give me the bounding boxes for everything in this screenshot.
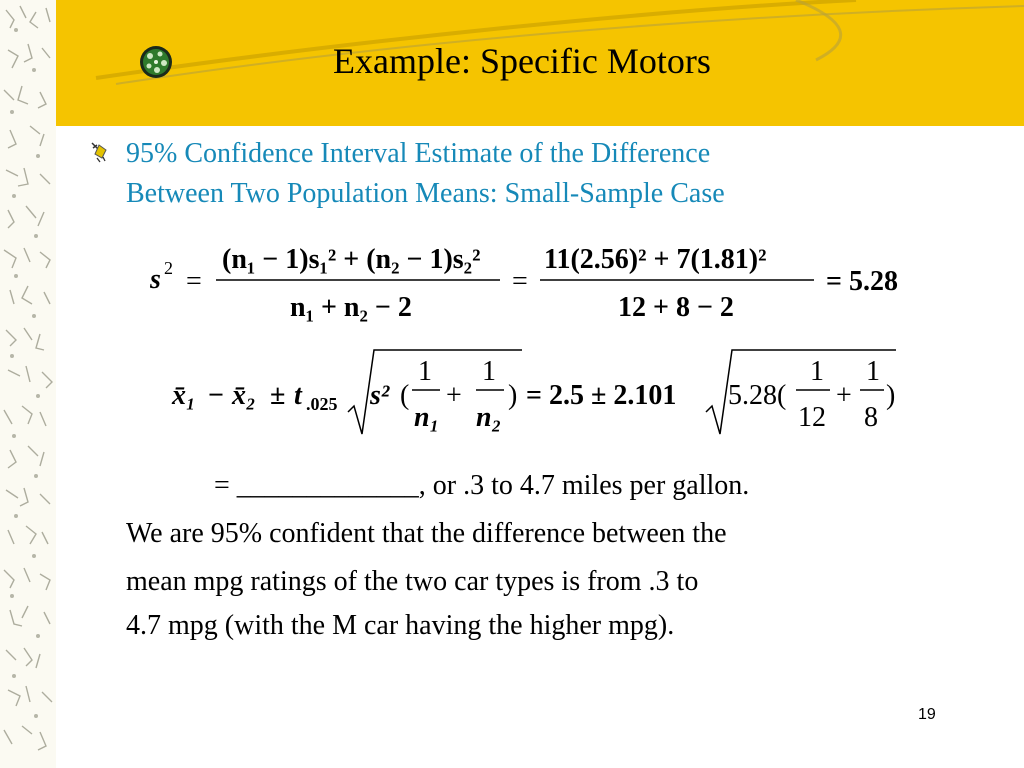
f1-result: = 5.28 xyxy=(826,266,898,297)
conclusion-line-2: mean mpg ratings of the two car types is from .3 to xyxy=(126,566,699,597)
slide-title: Example: Specific Motors xyxy=(333,41,711,81)
f2-s2: s² xyxy=(370,380,390,411)
decorative-pattern xyxy=(0,0,56,768)
f2-num-a: 1 xyxy=(418,356,432,387)
f2-plus-a: + xyxy=(446,380,462,411)
f1-lhs-base: s xyxy=(150,264,161,295)
pooled-variance-formula xyxy=(150,244,898,323)
conclusion-line-3: 4.7 mpg (with the M car having the higher mpg). xyxy=(126,610,675,641)
f1-eq: = xyxy=(186,266,202,297)
f2-pm: ± xyxy=(270,380,286,411)
f2-t-sub: .025 xyxy=(306,394,338,414)
page-number: 19 xyxy=(918,706,936,723)
f1-denominator: n₁ + n₂ − 2 xyxy=(290,292,412,323)
decorative-left-strip xyxy=(0,0,56,768)
f2-n1: n₁ xyxy=(414,402,440,433)
f2-paren-open: ( xyxy=(400,380,410,411)
f1-numerator: (n₁ − 1)s₁² + (n₂ − 1)s₂² xyxy=(222,244,481,275)
f2-num-b: 1 xyxy=(482,356,496,387)
f2-xbar1: x̄₁ xyxy=(172,380,196,411)
f2-d12: 12 xyxy=(798,402,826,433)
f2-t: t xyxy=(294,380,302,411)
f2-num-c: 1 xyxy=(810,356,824,387)
bullet-heading xyxy=(126,134,725,214)
confidence-interval-formula xyxy=(171,350,896,434)
f2-minus: − xyxy=(208,380,224,411)
result-line: = _____________, or .3 to 4.7 miles per gallon. xyxy=(214,470,750,501)
diamond-bullet-icon xyxy=(89,139,111,163)
f2-n2: n₂ xyxy=(476,402,502,433)
f2-paren-close: ) xyxy=(508,380,518,411)
f1-eq2: = xyxy=(512,266,528,297)
f2-num-d: 1 xyxy=(866,356,880,387)
green-globe-icon xyxy=(138,44,174,80)
heading-line-1: 95% Confidence Interval Estimate of the Difference xyxy=(126,138,711,169)
f2-rhs: = 2.5 ± 2.101 xyxy=(526,380,677,411)
f2-val: 5.28( xyxy=(728,380,787,411)
heading-line-2: Between Two Population Means: Small-Sample Case xyxy=(126,178,725,209)
f2-xbar2: x̄₂ xyxy=(232,380,256,411)
conclusion-line-1: We are 95% confident that the difference between the xyxy=(126,518,727,549)
f1-num2: 11(2.56)² + 7(1.81)² xyxy=(544,244,767,275)
formula-block xyxy=(150,228,930,444)
f1-den2: 12 + 8 − 2 xyxy=(618,292,734,323)
f1-lhs-exp: 2 xyxy=(164,258,173,278)
f2-d8: 8 xyxy=(864,402,878,433)
f2-plus-b: + xyxy=(836,380,852,411)
f2-paren-close-2: ) xyxy=(886,380,896,411)
